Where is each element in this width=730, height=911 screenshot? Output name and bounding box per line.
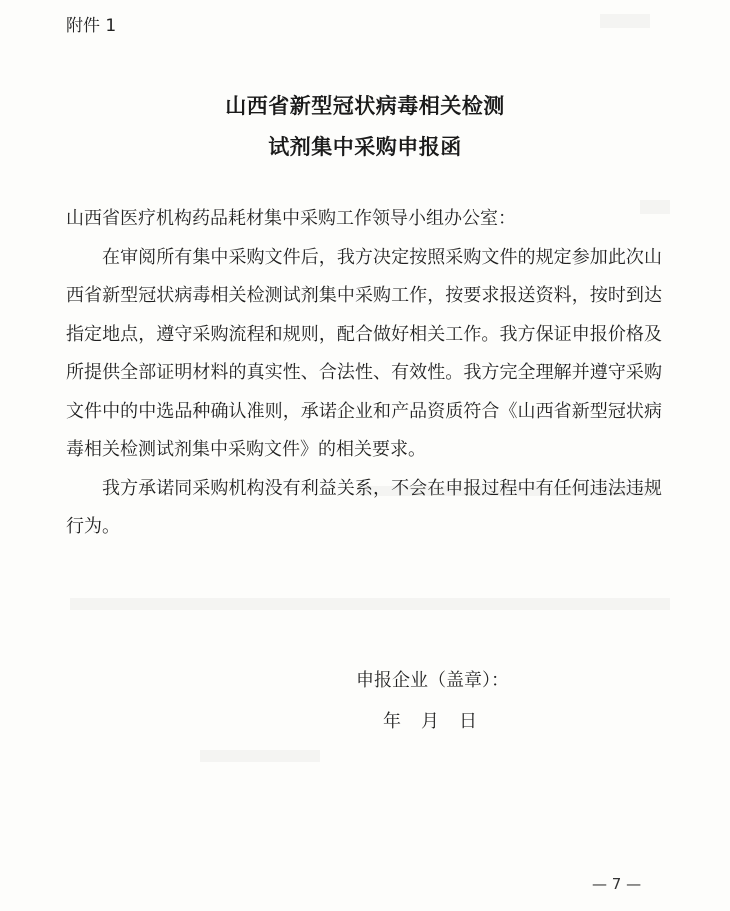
- letter-body: [66, 200, 662, 547]
- scan-artifact: [200, 750, 320, 762]
- scan-artifact: [600, 14, 650, 28]
- paragraph-2: 我方承诺同采购机构没有利益关系，不会在申报过程中有任何违法违规行为。: [66, 477, 662, 537]
- document-title-line2: 试剂集中采购申报函: [268, 135, 462, 159]
- page-number: — 7 —: [592, 875, 642, 893]
- document-title-line1: 山西省新型冠状病毒相关检测: [225, 94, 505, 118]
- attachment-label: 附件 1: [66, 16, 117, 36]
- company-seal-label: 申报企业（盖章）：: [356, 670, 509, 691]
- recipient-line: 山西省医疗机构药品耗材集中采购工作领导小组办公室：: [66, 208, 516, 229]
- paragraph-1: 在审阅所有集中采购文件后，我方决定按照采购文件的规定参加此次山西省新型冠状病毒相关检测试剂集中采购工作，按要求报送资料，按时到达指定地点，遵守采购流程和规则，配合做好相关工作。我方保证申报价格及所提供全部证明材料的真实性、合法性、有效性。我方完全理解并遵守采购文件中的中选品种确认准则，承诺企业和产品资质符合《山西省新型冠状病毒相关检测试剂集中采购文件》的相关要求。: [66, 246, 662, 460]
- scan-artifact: [70, 598, 670, 610]
- date-label: 年 月 日: [383, 711, 478, 732]
